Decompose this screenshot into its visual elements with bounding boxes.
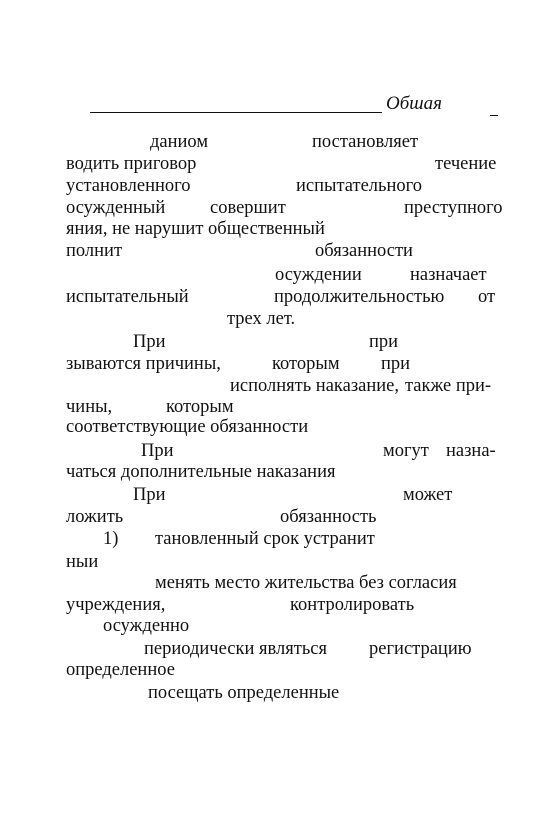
text-fragment: преступного [404,197,503,219]
text-fragment: назначает [410,264,487,286]
text-fragment: 1) [103,528,119,550]
text-fragment: исполнять наказание, [230,375,399,397]
text-fragment: При [133,484,166,506]
text-fragment: ныи [66,551,99,573]
text-fragment: обязанность [280,506,377,528]
text-fragment: испытательного [296,175,422,197]
text-fragment: при [381,353,411,375]
text-fragment: осужденно [103,615,190,637]
text-fragment: учреждения, [66,594,166,616]
text-fragment: установленного [66,175,191,197]
header-rule [90,112,382,113]
text-fragment: течение [435,153,497,175]
header-dash [490,115,498,116]
text-fragment: постановляет [312,131,419,153]
text-fragment: тановленный срок устранит [155,528,375,550]
text-fragment: периодически являться [144,638,327,660]
text-fragment: назна- [446,440,496,462]
text-fragment: зываются причины, [66,353,221,375]
text-fragment: также при- [405,375,492,397]
text-fragment: контролировать [290,594,415,616]
text-fragment: чины, [66,396,113,418]
text-fragment: определенное [66,659,175,681]
text-fragment: При [141,440,174,462]
text-fragment: соответствующие обязанности [66,416,309,438]
text-fragment: чаться дополнительные наказания [66,461,336,483]
text-fragment: может [403,484,453,506]
text-fragment: даниом [150,131,209,153]
text-fragment: При [133,331,166,353]
text-fragment: водить приговор [66,153,197,175]
text-fragment: продолжительностью [274,286,445,308]
text-fragment: которым [272,353,340,375]
text-fragment: при [369,331,399,353]
text-fragment: полнит [66,240,123,262]
text-fragment: осуждении [275,264,362,286]
text-fragment: регистрацию [369,638,472,660]
text-fragment: испытательный [66,286,189,308]
running-header-title: Обшая [386,93,442,114]
text-fragment: совершит [210,197,286,219]
text-fragment: трех лет. [227,308,296,330]
text-fragment: яния, не нарушит общественный [66,218,325,240]
text-fragment: менять место жительства без согласия [155,572,457,594]
text-fragment: от [478,286,496,308]
text-fragment: посещать определенные [148,682,340,704]
text-fragment: осужденный [66,197,166,219]
text-fragment: могут [383,440,429,462]
text-fragment: ложить [66,506,124,528]
text-fragment: которым [166,396,234,418]
text-fragment: обязанности [315,240,413,262]
